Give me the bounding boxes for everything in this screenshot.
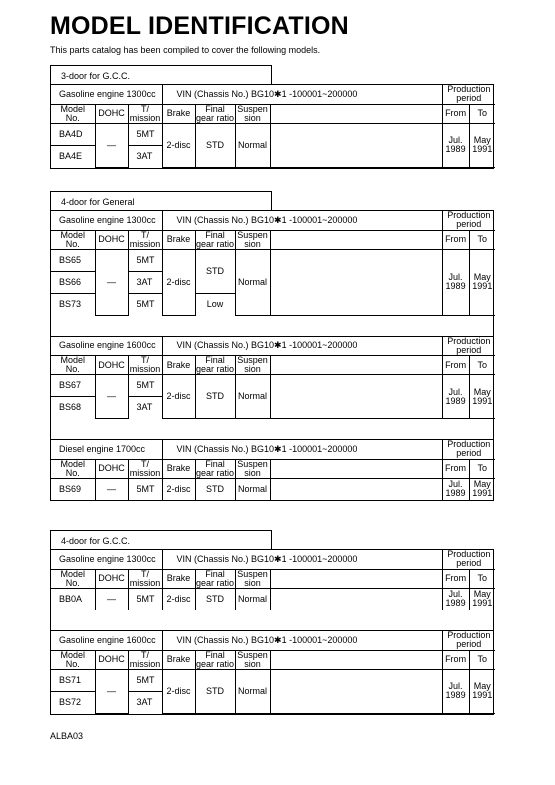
- production-period-header: [442, 550, 495, 569]
- production-period-header: [442, 440, 495, 459]
- to-header: To: [469, 459, 495, 478]
- production-to-line: May: [473, 272, 491, 282]
- production-period-header-line: period: [456, 344, 482, 355]
- suspension-value: Normal: [235, 375, 270, 419]
- suspension-header-line: Suspen: [237, 650, 268, 660]
- suspension-header: [235, 230, 270, 249]
- suspension-header: [235, 569, 270, 588]
- transmission-header: [128, 104, 162, 123]
- model-no-header-line: Model: [60, 569, 85, 579]
- suspension-header-line: sion: [244, 112, 261, 123]
- final-gear-ratio-header: [195, 230, 235, 249]
- production-to: [469, 375, 495, 419]
- model-row: [51, 123, 495, 145]
- model-no: BS68: [51, 397, 95, 419]
- column-header-row: [51, 104, 495, 123]
- engine-section-table: [51, 337, 495, 420]
- final-gear-ratio-header-line: Final: [205, 355, 225, 365]
- notes-blank: [270, 478, 442, 500]
- suspension-header-line: Suspen: [237, 459, 268, 469]
- final-gear-ratio-header: [195, 356, 235, 375]
- dohc-value: —: [95, 249, 128, 315]
- production-to: [469, 123, 495, 167]
- suspension-value: Normal: [235, 478, 270, 500]
- production-to: [469, 588, 495, 610]
- final-gear-ratio-header: [195, 459, 235, 478]
- model-no: BB0A: [51, 588, 95, 610]
- production-period-header-line: Production: [447, 336, 491, 346]
- notes-header-blank: [270, 569, 442, 588]
- model-no-header-line: No.: [65, 238, 80, 249]
- notes-header-blank: [270, 459, 442, 478]
- production-to-line: May: [473, 479, 491, 490]
- production-to: [469, 669, 495, 713]
- from-header: From: [442, 104, 469, 123]
- dohc-value: —: [95, 123, 128, 167]
- production-period-header: [442, 85, 495, 104]
- column-header-row: [51, 650, 495, 669]
- section-spacer: [51, 610, 493, 631]
- brake-header: Brake: [162, 356, 195, 375]
- production-from: [442, 375, 469, 419]
- notes-header-blank: [270, 230, 442, 249]
- transmission-header: [128, 569, 162, 588]
- transmission-header-line: mission: [129, 238, 161, 249]
- model-row: [51, 669, 495, 691]
- transmission-value: 3AT: [128, 271, 162, 293]
- page-title: MODEL IDENTIFICATION: [50, 12, 349, 40]
- suspension-header: [235, 459, 270, 478]
- dohc-value: —: [95, 588, 128, 610]
- engine-section-table: [51, 211, 495, 316]
- engine-section-table: [51, 631, 495, 714]
- model-no: BS69: [51, 478, 95, 500]
- production-period-header-line: period: [456, 93, 482, 104]
- brake-header: Brake: [162, 230, 195, 249]
- vin-label: VIN (Chassis No.) BG10✱1 -100001~200000: [162, 337, 442, 356]
- brake-header: Brake: [162, 459, 195, 478]
- production-to-line: 1991: [472, 690, 493, 700]
- production-to-line: 1991: [472, 598, 493, 609]
- column-header-row: [51, 356, 495, 375]
- from-header: From: [442, 569, 469, 588]
- production-period-header-line: Production: [447, 550, 491, 560]
- model-no-header-line: No.: [65, 577, 80, 588]
- notes-blank: [270, 588, 442, 610]
- transmission-header-line: mission: [129, 577, 161, 588]
- final-gear-ratio-header-line: Final: [205, 104, 225, 114]
- model-no-header-line: No.: [65, 658, 80, 669]
- transmission-value: 3AT: [128, 145, 162, 167]
- production-to-line: 1991: [472, 488, 493, 499]
- final-gear-ratio-header: [195, 569, 235, 588]
- production-from-line: 1989: [445, 395, 466, 406]
- suspension-header-line: sion: [244, 467, 261, 478]
- final-gear-ratio-header: [195, 104, 235, 123]
- final-gear-ratio-header-line: gear ratio: [196, 364, 235, 374]
- group-label-3door-gcc: 3-door for G.C.C.: [50, 65, 272, 85]
- model-no-header: [51, 356, 95, 375]
- to-header: To: [469, 650, 495, 669]
- to-header: To: [469, 104, 495, 123]
- notes-header-blank: [270, 356, 442, 375]
- production-from-line: 1989: [445, 488, 466, 499]
- section-spacer: [51, 316, 493, 337]
- final-gear-ratio-header-line: gear ratio: [196, 467, 235, 478]
- suspension-header: [235, 650, 270, 669]
- transmission-header-line: mission: [129, 467, 161, 478]
- model-no-header-line: Model: [60, 355, 85, 365]
- final-gear-ratio-header: [195, 650, 235, 669]
- engine-label: Gasoline engine 1600cc: [51, 337, 162, 356]
- final-gear-ratio-header-line: Final: [205, 569, 225, 579]
- final-gear-ratio-value: STD: [195, 375, 235, 419]
- notes-blank: [270, 123, 442, 167]
- transmission-value: 5MT: [128, 375, 162, 397]
- model-no-header: [51, 104, 95, 123]
- model-no-header: [51, 569, 95, 588]
- brake-value: 2-disc: [162, 123, 195, 167]
- production-to-line: May: [473, 135, 491, 145]
- vin-label: VIN (Chassis No.) BG10✱1 -100001~200000: [162, 631, 442, 650]
- model-no-header-line: Model: [60, 104, 85, 114]
- dohc-header: DOHC: [95, 569, 128, 588]
- model-no-header: [51, 230, 95, 249]
- production-to-line: May: [473, 681, 491, 691]
- suspension-header-line: Suspen: [237, 355, 268, 365]
- production-from-line: Jul.: [448, 135, 463, 145]
- final-gear-ratio-header-line: gear ratio: [196, 577, 235, 588]
- model-no-header-line: No.: [65, 112, 80, 123]
- transmission-header-line: mission: [129, 658, 161, 669]
- dohc-header: DOHC: [95, 230, 128, 249]
- engine-section-table: [51, 550, 495, 610]
- dohc-header: DOHC: [95, 104, 128, 123]
- from-header: From: [442, 650, 469, 669]
- model-row: [51, 588, 495, 610]
- dohc-header: DOHC: [95, 650, 128, 669]
- transmission-value: 5MT: [128, 293, 162, 315]
- transmission-value: 5MT: [128, 249, 162, 271]
- dohc-value: —: [95, 375, 128, 419]
- model-no-header-line: No.: [65, 467, 80, 478]
- production-period-header-line: period: [456, 558, 482, 569]
- production-from-line: Jul.: [448, 272, 463, 282]
- section-spacer: [51, 419, 493, 440]
- final-gear-ratio-value: STD: [195, 123, 235, 167]
- dohc-header: DOHC: [95, 459, 128, 478]
- final-gear-ratio-header-line: gear ratio: [196, 658, 235, 669]
- transmission-value: 5MT: [128, 123, 162, 145]
- transmission-header-line: T/: [141, 569, 150, 579]
- to-header: To: [469, 356, 495, 375]
- engine-label: Gasoline engine 1600cc: [51, 631, 162, 650]
- model-row: [51, 375, 495, 397]
- final-gear-ratio-header-line: Final: [205, 459, 225, 469]
- transmission-value: 3AT: [128, 397, 162, 419]
- suspension-header: [235, 104, 270, 123]
- model-no-header-line: No.: [65, 364, 80, 374]
- engine-row: [51, 440, 495, 459]
- column-header-row: [51, 230, 495, 249]
- engine-section-table: [51, 440, 495, 500]
- engine-label: Gasoline engine 1300cc: [51, 85, 162, 104]
- model-no: BA4D: [51, 123, 95, 145]
- model-no-header-line: Model: [60, 459, 85, 469]
- model-no-header-line: Model: [60, 230, 85, 240]
- group-table-4door-general: [50, 210, 494, 501]
- transmission-header-line: T/: [141, 104, 150, 114]
- transmission-header-line: T/: [141, 355, 150, 365]
- suspension-value: Normal: [235, 669, 270, 713]
- model-no: BS65: [51, 249, 95, 271]
- production-to-line: 1991: [472, 144, 493, 154]
- final-gear-ratio-header-line: gear ratio: [196, 238, 235, 249]
- model-no: BS73: [51, 293, 95, 315]
- production-to: [469, 249, 495, 315]
- footer-code: ALBA03: [50, 731, 84, 741]
- production-from-line: Jul.: [448, 589, 463, 600]
- production-period-header-line: Production: [447, 631, 491, 641]
- final-gear-ratio-value: STD: [195, 588, 235, 610]
- suspension-header-line: Suspen: [237, 230, 268, 240]
- dohc-header: DOHC: [95, 356, 128, 375]
- intro-text: This parts catalog has been compiled to cover the following models.: [50, 45, 321, 55]
- final-gear-ratio-header-line: Final: [205, 650, 225, 660]
- brake-header: Brake: [162, 104, 195, 123]
- column-header-row: [51, 569, 495, 588]
- final-gear-ratio-value: STD: [195, 249, 235, 293]
- from-header: From: [442, 459, 469, 478]
- final-gear-ratio-value: STD: [195, 478, 235, 500]
- transmission-header: [128, 459, 162, 478]
- production-period-header: [442, 211, 495, 230]
- group-label-4door-gcc: 4-door for G.C.C.: [50, 530, 272, 550]
- suspension-value: Normal: [235, 123, 270, 167]
- transmission-header: [128, 356, 162, 375]
- production-from-line: 1989: [445, 281, 466, 291]
- group-table-3door-gcc: [50, 84, 494, 169]
- engine-row: [51, 211, 495, 230]
- production-to-line: 1991: [472, 395, 493, 406]
- model-no: BS66: [51, 271, 95, 293]
- production-from-line: 1989: [445, 144, 466, 154]
- model-row: [51, 249, 495, 271]
- production-from-line: Jul.: [448, 681, 463, 691]
- brake-value: 2-disc: [162, 375, 195, 419]
- from-header: From: [442, 356, 469, 375]
- suspension-value: Normal: [235, 588, 270, 610]
- vin-label: VIN (Chassis No.) BG10✱1 -100001~200000: [162, 211, 442, 230]
- brake-value: 2-disc: [162, 249, 195, 315]
- column-header-row: [51, 459, 495, 478]
- transmission-header-line: T/: [141, 230, 150, 240]
- engine-label: Gasoline engine 1300cc: [51, 211, 162, 230]
- production-from-line: 1989: [445, 598, 466, 609]
- from-header: From: [442, 230, 469, 249]
- production-to-line: May: [473, 386, 491, 397]
- model-no-header: [51, 459, 95, 478]
- engine-row: [51, 85, 495, 104]
- dohc-value: —: [95, 669, 128, 713]
- production-to: [469, 478, 495, 500]
- suspension-header-line: sion: [244, 364, 261, 374]
- engine-row: [51, 550, 495, 569]
- production-period-header-line: Production: [447, 440, 491, 450]
- production-from: [442, 478, 469, 500]
- transmission-value: 5MT: [128, 588, 162, 610]
- brake-value: 2-disc: [162, 478, 195, 500]
- suspension-header: [235, 356, 270, 375]
- final-gear-ratio-value: STD: [195, 669, 235, 713]
- model-no-header-line: Model: [60, 650, 85, 660]
- production-from-line: Jul.: [448, 479, 463, 490]
- production-from-line: 1989: [445, 690, 466, 700]
- engine-label: Gasoline engine 1300cc: [51, 550, 162, 569]
- production-period-header: [442, 631, 495, 650]
- transmission-header-line: mission: [129, 364, 161, 374]
- production-from: [442, 123, 469, 167]
- notes-blank: [270, 375, 442, 419]
- notes-blank: [270, 249, 442, 315]
- vin-label: VIN (Chassis No.) BG10✱1 -100001~200000: [162, 550, 442, 569]
- notes-header-blank: [270, 650, 442, 669]
- suspension-value: Normal: [235, 249, 270, 315]
- production-period-header-line: period: [456, 639, 482, 650]
- to-header: To: [469, 569, 495, 588]
- dohc-value: —: [95, 478, 128, 500]
- final-gear-ratio-header-line: Final: [205, 230, 225, 240]
- suspension-header-line: sion: [244, 577, 261, 588]
- production-from: [442, 588, 469, 610]
- model-row: [51, 478, 495, 500]
- suspension-header-line: sion: [244, 658, 261, 669]
- brake-header: Brake: [162, 569, 195, 588]
- model-no-header: [51, 650, 95, 669]
- to-header: To: [469, 230, 495, 249]
- production-from: [442, 249, 469, 315]
- engine-label: Diesel engine 1700cc: [51, 440, 162, 459]
- transmission-header: [128, 230, 162, 249]
- transmission-header-line: T/: [141, 459, 149, 469]
- model-no: BS71: [51, 669, 95, 691]
- transmission-value: 5MT: [128, 669, 162, 691]
- suspension-header-line: Suspen: [237, 569, 268, 579]
- transmission-value: 3AT: [128, 691, 162, 713]
- brake-header: Brake: [162, 650, 195, 669]
- production-period-header-line: Production: [447, 85, 491, 95]
- production-period-header-line: period: [456, 219, 482, 230]
- notes-blank: [270, 669, 442, 713]
- engine-row: [51, 337, 495, 356]
- brake-value: 2-disc: [162, 669, 195, 713]
- transmission-header-line: mission: [129, 112, 161, 123]
- engine-row: [51, 631, 495, 650]
- production-period-header-line: period: [456, 448, 482, 459]
- transmission-header-line: T/: [141, 650, 150, 660]
- production-to-line: 1991: [472, 281, 493, 291]
- production-period-header: [442, 337, 495, 356]
- group-table-4door-gcc: [50, 549, 494, 715]
- final-gear-ratio-header-line: gear ratio: [196, 112, 235, 123]
- transmission-value: 5MT: [128, 478, 162, 500]
- notes-header-blank: [270, 104, 442, 123]
- suspension-header-line: sion: [244, 238, 261, 249]
- production-to-line: May: [473, 589, 491, 600]
- model-no: BS67: [51, 375, 95, 397]
- transmission-header: [128, 650, 162, 669]
- final-gear-ratio-value: Low: [195, 293, 235, 315]
- production-from-line: Jul.: [448, 386, 463, 397]
- group-label-4door-general: 4-door for General: [50, 191, 272, 211]
- engine-section-table: [51, 85, 495, 168]
- production-period-header-line: Production: [447, 211, 491, 221]
- vin-label: VIN (Chassis No.) BG10✱1 -100001~200000: [162, 440, 442, 459]
- suspension-header-line: Suspen: [237, 104, 268, 114]
- vin-label: VIN (Chassis No.) BG10✱1 -100001~200000: [162, 85, 442, 104]
- brake-value: 2-disc: [162, 588, 195, 610]
- model-no: BS72: [51, 691, 95, 713]
- production-from: [442, 669, 469, 713]
- model-no: BA4E: [51, 145, 95, 167]
